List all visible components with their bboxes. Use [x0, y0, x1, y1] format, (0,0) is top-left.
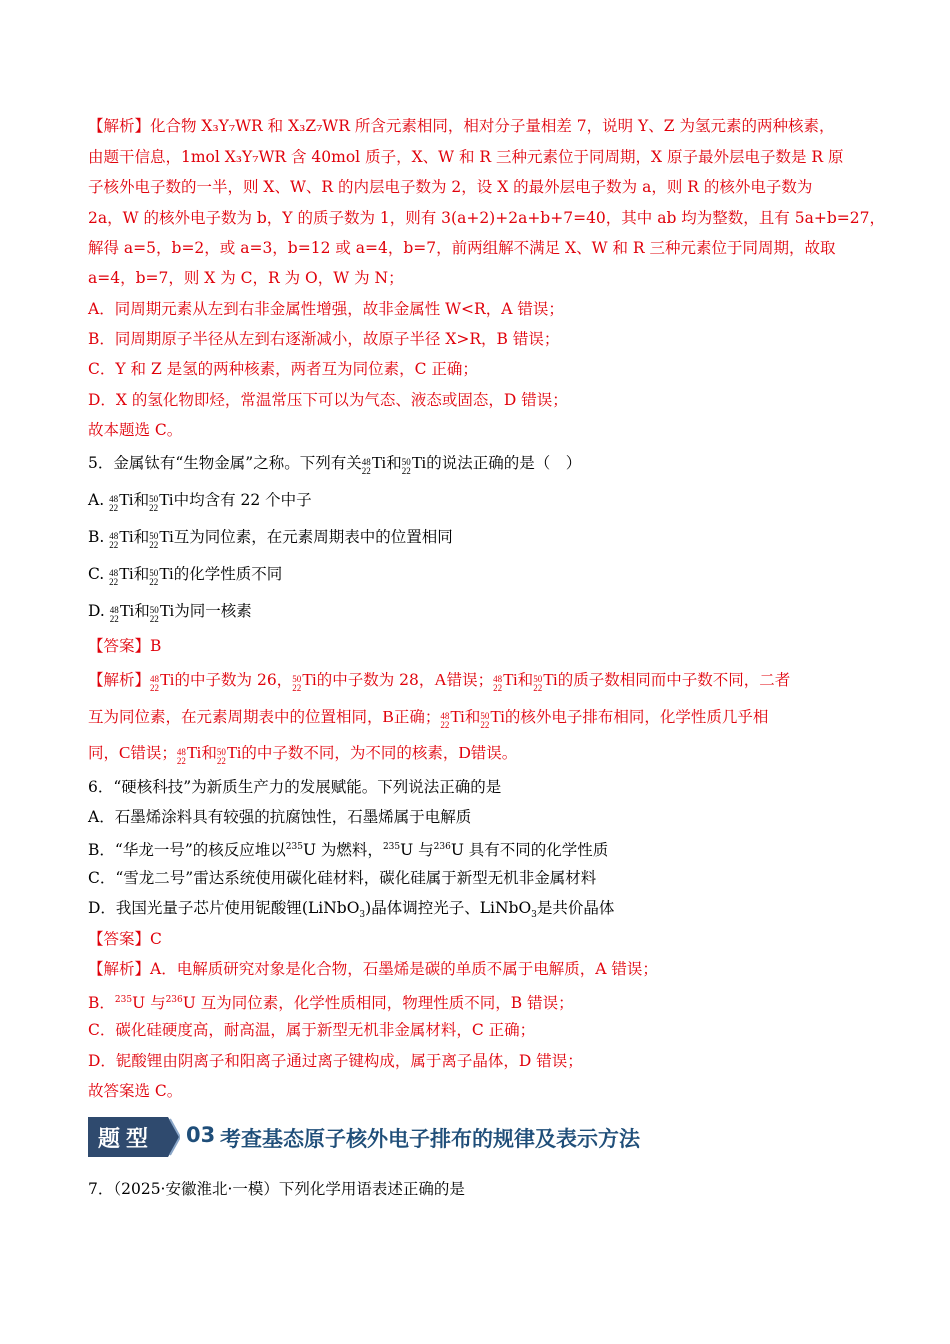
option-b: B. 48 22 Ti和 50 22 Ti互为同位素，在元素周期表中的位置相同 — [88, 527, 453, 550]
analysis-line: D．X 的氢化物即烃，常温常压下可以为气态、液态或固态，D 错误； — [88, 391, 568, 409]
analysis-line: C．Y 和 Z 是氢的两种核素，两者互为同位素，C 正确； — [88, 360, 478, 378]
question-stem: 5．金属钛有“生物金属”之称。下列有关 48 22 Ti和 50 22 Ti的说法正确的是（ ） — [88, 453, 582, 476]
question-7-stem: 7．（2025·安徽淮北·一模）下列化学用语表述正确的是 — [88, 1180, 465, 1198]
analysis-line: D．铌酸锂由阴离子和阳离子通过离子键构成，属于离子晶体，D 错误； — [88, 1052, 583, 1070]
option-d: D．我国光量子芯片使用铌酸锂(LiNbO$_3$)晶体调控光子、LiNbO$_3$是共价晶体 — [88, 899, 615, 921]
analysis-line: A．同周期元素从左到右非金属性增强，故非金属性 W<R，A 错误； — [88, 300, 564, 318]
option-a: A. 48 22 Ti和 50 22 Ti中均含有 22 个中子 — [88, 490, 312, 513]
analysis-line: 由题干信息，1mol X₃Y₇WR 含 40mol 质子，X、W 和 R 三种元素位于同周期，X 原子最外层电子数是 R 原 — [88, 148, 844, 166]
answer-label: 【答案】B — [88, 637, 162, 655]
section-title: 考查基态原子核外电子排布的规律及表示方法 — [220, 1127, 640, 1151]
analysis-line: 互为同位素，在元素周期表中的位置相同，B正确； 48 22 Ti和 50 22 Ti的核外电子排布相同，化学性质几乎相 — [88, 707, 769, 730]
section-badge-label: 题型 — [98, 1126, 155, 1152]
analysis-line: 2a，W 的核外电子数为 b，Y 的质子数为 1，则有 3(a+2)+2a+b+7=40，其中 ab 均为整数，且有 5a+b=27， — [88, 209, 885, 227]
analysis-line: a=4，b=7，则 X 为 C，R 为 O，W 为 N； — [88, 269, 404, 287]
analysis-line: 【解析】 48 22 Ti的中子数为 26， 50 22 Ti的中子数为 28，A错误； 48 22 Ti和 50 22 Ti的质子数相同而中子数不同，二者 — [88, 670, 791, 693]
analysis-line: 同，C错误； 48 22 Ti和 50 22 Ti的中子数不同，为不同的核素，D错误。 — [88, 743, 518, 766]
analysis-line: 故答案选 C。 — [88, 1082, 183, 1100]
section-banner — [88, 1117, 868, 1157]
analysis-line: C．碳化硅硬度高，耐高温，属于新型无机非金属材料，C 正确； — [88, 1021, 536, 1039]
option-b: B．“华龙一号”的核反应堆以$^{235}$U 为燃料，$^{235}$U 与$^{236}$U 具有不同的化学性质 — [88, 841, 609, 860]
analysis-line: 【解析】化合物 X₃Y₇WR 和 X₃Z₇WR 所含元素相同，相对分子量相差 7，说明 Y、Z 为氢元素的两种核素， — [88, 117, 835, 135]
answer-label: 【答案】C — [88, 930, 162, 948]
analysis-line: 解得 a=5，b=2，或 a=3，b=12 或 a=4，b=7，前两组解不满足 X、W 和 R 三种元素位于同周期，故取 — [88, 239, 836, 257]
analysis-line: B．$^{235}$U 与$^{236}$U 互为同位素，化学性质相同，物理性质不同，B 错误； — [88, 994, 574, 1013]
analysis-line: B．同周期原子半径从左到右逐渐减小，故原子半径 X>R，B 错误； — [88, 330, 560, 348]
analysis-line: 故本题选 C。 — [88, 421, 183, 439]
analysis-line: 子核外电子数的一半，则 X、W、R 的内层电子数为 2，设 X 的最外层电子数为 a，则 R 的核外电子数为 — [88, 178, 813, 196]
option-a: A．石墨烯涂料具有较强的抗腐蚀性，石墨烯属于电解质 — [88, 808, 472, 826]
option-d: D. 48 22 Ti和 50 22 Ti为同一核素 — [88, 601, 252, 624]
question-stem: 6．“硬核科技”为新质生产力的发展赋能。下列说法正确的是 — [88, 778, 502, 796]
option-c: C．“雪龙二号”雷达系统使用碳化硅材料，碳化硅属于新型无机非金属材料 — [88, 869, 597, 887]
analysis-line: 【解析】A．电解质研究对象是化合物，石墨烯是碳的单质不属于电解质，A 错误； — [88, 960, 658, 978]
section-number: 03 — [186, 1123, 216, 1147]
option-c: C. 48 22 Ti和 50 22 Ti的化学性质不同 — [88, 564, 283, 587]
